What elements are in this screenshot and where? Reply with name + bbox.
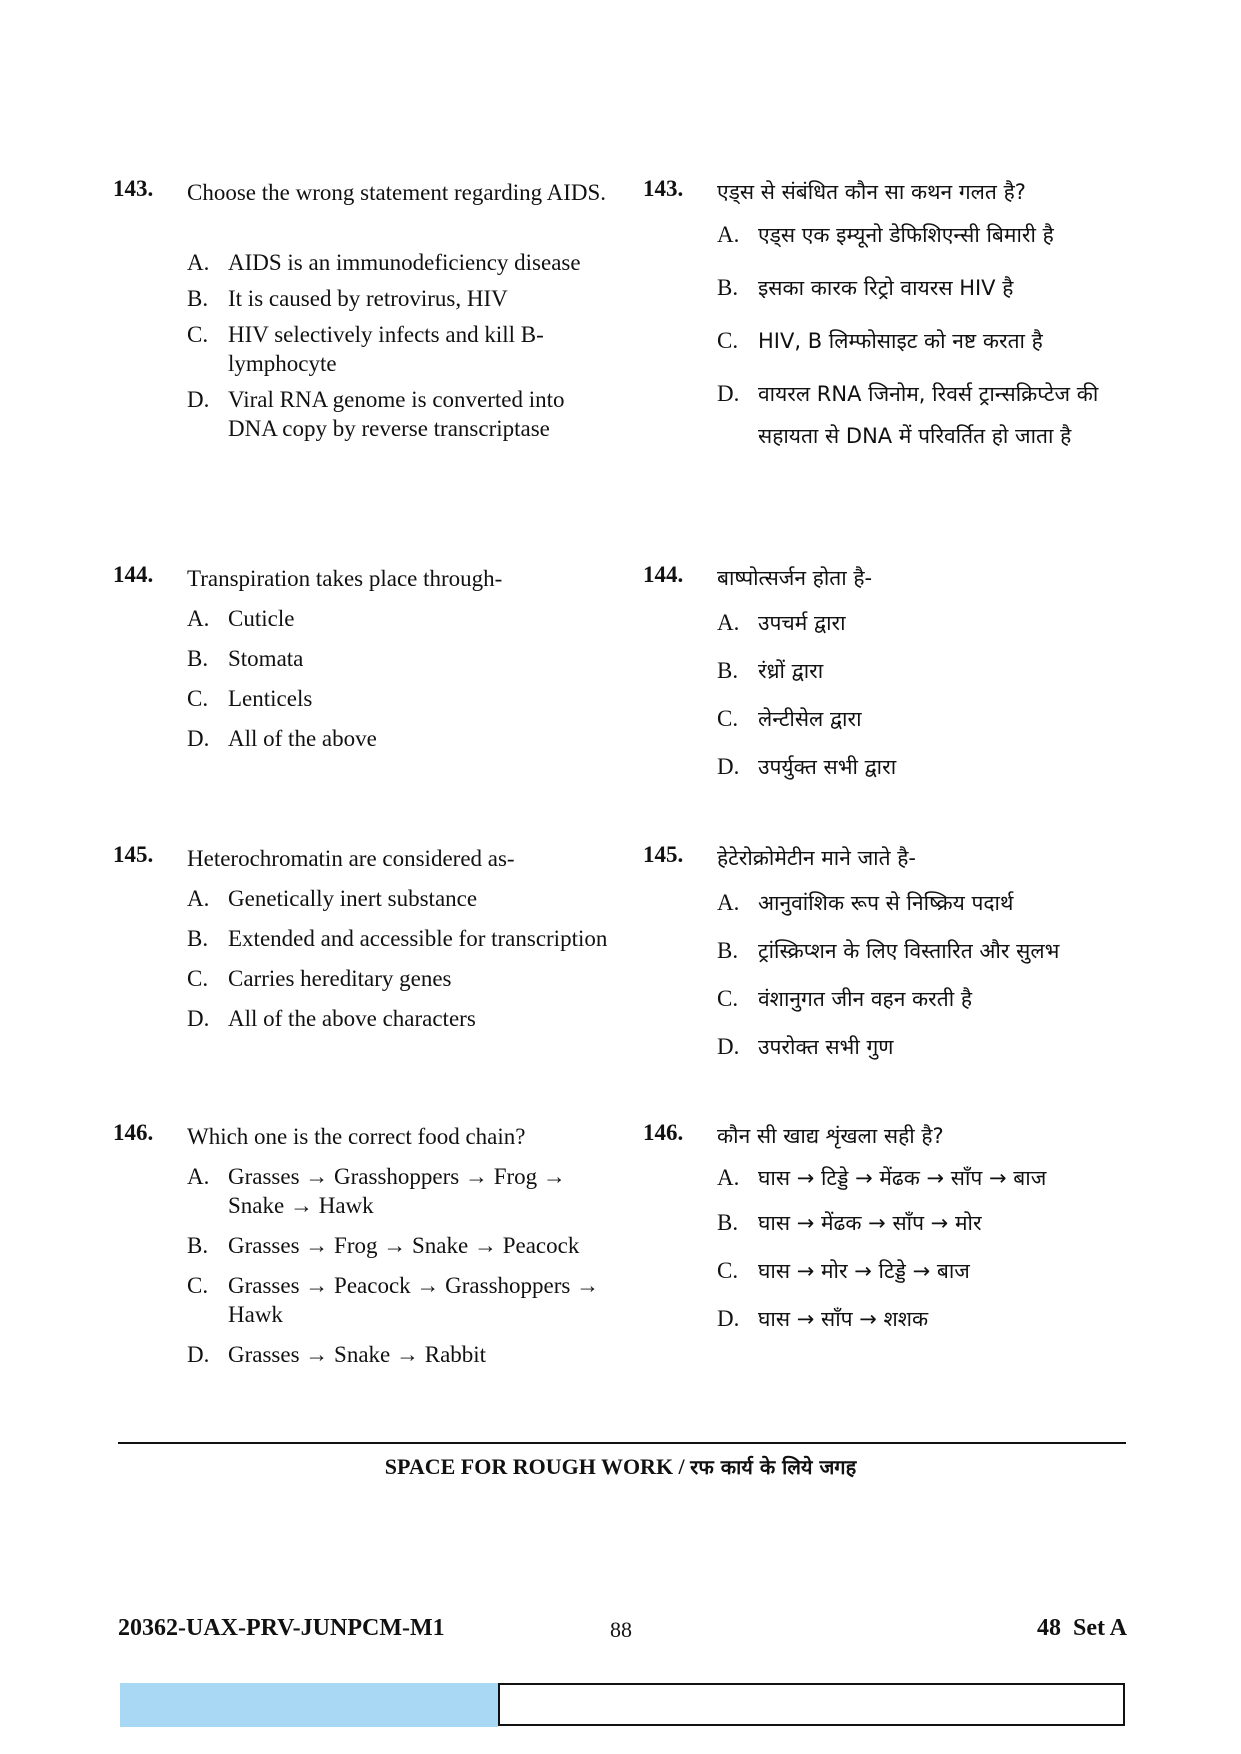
option-a: A. घास → टिड्डे → मेंढक → साँप → बाज — [717, 1165, 1047, 1190]
option-d: D. उपर्युक्त सभी द्वारा — [717, 754, 897, 779]
option-b: B. Stomata — [187, 646, 304, 671]
question-143-english — [113, 176, 613, 516]
question-145-english — [113, 842, 613, 1072]
option-c: C. घास → मोर → टिड्डे → बाज — [717, 1258, 970, 1283]
footer-color-bar — [120, 1683, 498, 1727]
question-number: 144. — [113, 562, 154, 587]
question-text: Choose the wrong statement regarding AIDS. — [187, 180, 607, 205]
option-c: C. Lenticels — [187, 686, 313, 711]
question-number: 146. — [113, 1120, 154, 1145]
option-a: A. आनुवांशिक रूप से निष्क्रिय पदार्थ — [717, 890, 1014, 915]
paper-code: 20362-UAX-PRV-JUNPCM-M1 — [118, 1615, 445, 1641]
question-144-hindi — [643, 562, 1143, 802]
option-a: A. Grasses → Grasshoppers → Frog → Snake → Hawk — [187, 1164, 566, 1218]
option-d: D. उपरोक्त सभी गुण — [717, 1034, 894, 1059]
option-d: D. Viral RNA genome is converted into DNA copy by reverse transcriptase — [187, 387, 565, 441]
rough-work-english: SPACE FOR ROUGH WORK / — [384, 1454, 691, 1479]
question-text: बाष्पोत्सर्जन होता है- — [717, 566, 873, 590]
question-number: 143. — [643, 176, 684, 201]
option-a: A. उपचर्म द्वारा — [717, 610, 846, 635]
option-c: C. HIV selectively infects and kill B-lymphocyte — [187, 322, 544, 376]
question-number: 146. — [643, 1120, 684, 1145]
question-143-hindi — [643, 176, 1143, 496]
option-c: C. लेन्टीसेल द्वारा — [717, 706, 862, 731]
option-b: B. It is caused by retrovirus, HIV — [187, 286, 508, 311]
option-b: B. ट्रांस्क्रिप्शन के लिए विस्तारित और सुलभ — [717, 938, 1060, 963]
option-c: C. Grasses → Peacock → Grasshoppers → Hawk — [187, 1273, 600, 1327]
question-145-hindi — [643, 842, 1143, 1082]
question-number: 145. — [113, 842, 154, 867]
option-d: D. Grasses → Snake → Rabbit — [187, 1342, 487, 1367]
option-c: C. HIV, B लिम्फोसाइट को नष्ट करता है — [717, 328, 1043, 353]
rough-work-hindi: रफ कार्य के लिये जगह — [690, 1455, 857, 1479]
question-text: हेटेरोक्रोमेटीन माने जाते है- — [717, 846, 916, 870]
set-label: 48 Set A — [1037, 1615, 1127, 1641]
question-text: Transpiration takes place through- — [187, 566, 503, 591]
option-b: B. घास → मेंढक → साँप → मोर — [717, 1210, 982, 1235]
option-d: D. All of the above characters — [187, 1006, 476, 1031]
option-c: C. Carries hereditary genes — [187, 966, 452, 991]
question-number: 145. — [643, 842, 684, 867]
option-d: D. वायरल RNA जिनोम, रिवर्स ट्रान्सक्रिप्टेज की सहायता से DNA में परिवर्तित हो जाता है — [717, 381, 1099, 448]
option-a: A. Cuticle — [187, 606, 295, 631]
option-b: B. Grasses → Frog → Snake → Peacock — [187, 1233, 580, 1258]
option-d: D. घास → साँप → शशक — [717, 1306, 929, 1331]
option-b: B. Extended and accessible for transcription — [187, 926, 608, 951]
option-d: D. All of the above — [187, 726, 377, 751]
question-text: कौन सी खाद्य शृंखला सही है? — [717, 1124, 944, 1148]
question-text: Heterochromatin are considered as- — [187, 846, 515, 871]
question-text: Which one is the correct food chain? — [187, 1124, 526, 1149]
option-a: A. AIDS is an immunodeficiency disease — [187, 250, 581, 275]
footer-empty-box — [498, 1683, 1125, 1726]
page-number: 88 — [610, 1617, 632, 1642]
rough-work-heading — [0, 1453, 1241, 1480]
option-a: A. एड्स एक इम्यूनो डेफिशिएन्सी बिमारी है — [717, 222, 1054, 247]
question-146-english — [113, 1120, 613, 1420]
question-146-hindi — [643, 1120, 1143, 1400]
question-144-english — [113, 562, 613, 762]
option-b: B. इसका कारक रिट्रो वायरस HIV है — [717, 275, 1014, 300]
option-a: A. Genetically inert substance — [187, 886, 478, 911]
option-b: B. रंध्रों द्वारा — [717, 658, 824, 683]
question-text: एड्स से संबंधित कौन सा कथन गलत है? — [717, 180, 1026, 204]
divider-line — [118, 1442, 1126, 1444]
question-number: 144. — [643, 562, 684, 587]
option-c: C. वंशानुगत जीन वहन करती है — [717, 986, 972, 1011]
question-number: 143. — [113, 176, 154, 201]
